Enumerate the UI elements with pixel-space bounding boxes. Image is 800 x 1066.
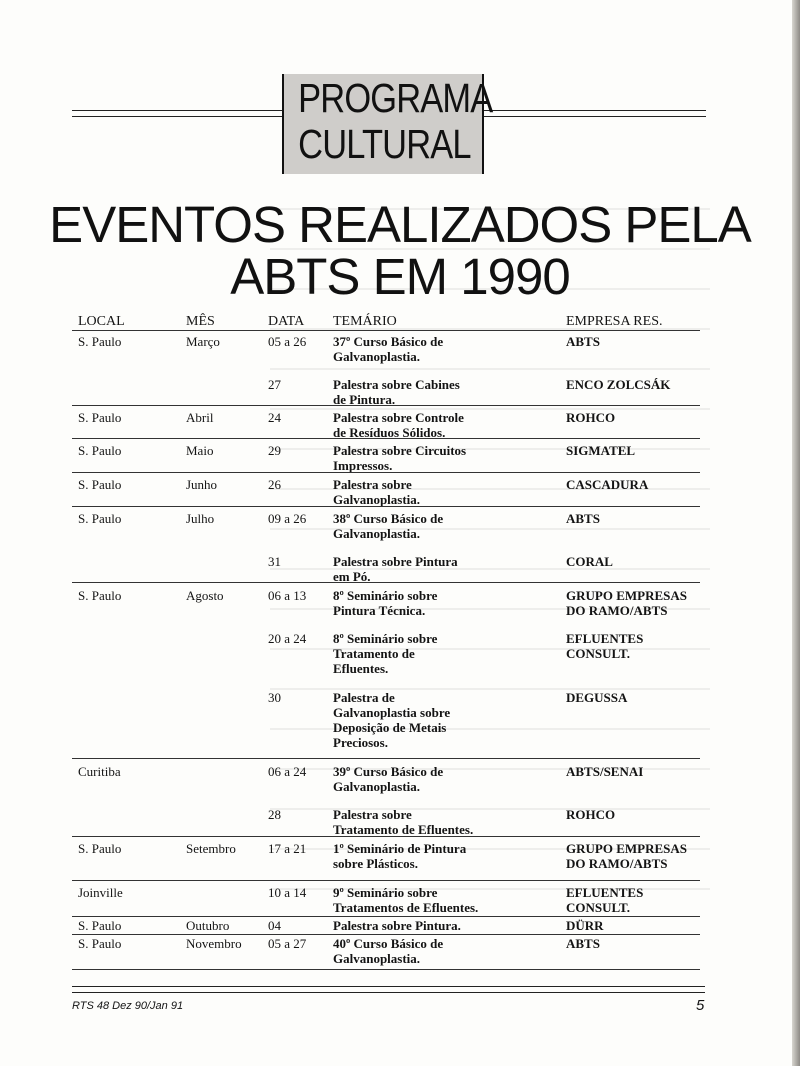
cell-empresa: ABTS <box>566 334 600 349</box>
cell-data: 31 <box>268 554 281 569</box>
cell-data: 26 <box>268 477 281 492</box>
cell-empresa: CONSULT. <box>566 900 630 915</box>
cell-temario: 40º Curso Básico de <box>333 936 444 951</box>
cell-local: S. Paulo <box>78 588 122 603</box>
row-divider <box>72 758 700 759</box>
cell-mes: Maio <box>186 443 214 458</box>
cell-temario: 9º Seminário sobre <box>333 885 438 900</box>
cell-data: 05 a 27 <box>268 936 307 951</box>
cell-temario: de Pintura. <box>333 392 396 407</box>
cell-temario: Tratamento de Efluentes. <box>333 822 474 837</box>
cell-empresa: GRUPO EMPRESAS <box>566 841 687 856</box>
cell-temario: Palestra sobre <box>333 807 412 822</box>
cell-temario: Palestra sobre Cabines <box>333 377 460 392</box>
cell-empresa: CORAL <box>566 554 613 569</box>
cell-temario: 39º Curso Básico de <box>333 764 444 779</box>
cell-temario: Galvanoplastia. <box>333 779 421 794</box>
cell-empresa: ENCO ZOLCSÁK <box>566 377 671 392</box>
cell-temario: 8º Seminário sobre <box>333 588 438 603</box>
section-header-line2: CULTURAL <box>298 121 471 167</box>
cell-local: S. Paulo <box>78 334 122 349</box>
cell-temario: Palestra sobre Pintura <box>333 554 458 569</box>
cell-data: 17 a 21 <box>268 841 307 856</box>
cell-data: 05 a 26 <box>268 334 307 349</box>
cell-data: 09 a 26 <box>268 511 307 526</box>
cell-temario: Impressos. <box>333 458 393 473</box>
cell-empresa: ABTS/SENAI <box>566 764 644 779</box>
cell-mes: Abril <box>186 410 214 425</box>
row-divider <box>72 880 700 881</box>
cell-data: 27 <box>268 377 281 392</box>
cell-mes: Julho <box>186 511 215 526</box>
cell-temario: Tratamentos de Efluentes. <box>333 900 479 915</box>
cell-mes: Setembro <box>186 841 236 856</box>
column-header-mes: MÊS <box>186 314 215 329</box>
cell-temario: Palestra de <box>333 690 395 705</box>
cell-empresa: DEGUSSA <box>566 690 628 705</box>
cell-data: 30 <box>268 690 281 705</box>
column-header-data: DATA <box>268 314 305 329</box>
cell-temario: Palestra sobre Controle <box>333 410 464 425</box>
page-number: 5 <box>696 997 705 1014</box>
row-divider <box>72 916 700 917</box>
row-divider <box>72 405 700 406</box>
cell-empresa: CASCADURA <box>566 477 649 492</box>
row-divider <box>72 836 700 837</box>
cell-empresa: DO RAMO/ABTS <box>566 603 668 618</box>
header-underline <box>72 330 700 331</box>
cell-local: S. Paulo <box>78 477 122 492</box>
cell-temario: 37º Curso Básico de <box>333 334 444 349</box>
cell-temario: 1º Seminário de Pintura <box>333 841 467 856</box>
cell-temario: Galvanoplastia. <box>333 526 421 541</box>
footer-rule-bottom <box>72 992 705 993</box>
header-rule-left <box>72 110 284 117</box>
cell-empresa: ROHCO <box>566 410 616 425</box>
cell-empresa: EFLUENTES <box>566 885 644 900</box>
row-divider <box>72 472 700 473</box>
cell-local: S. Paulo <box>78 918 122 933</box>
cell-temario: em Pó. <box>333 569 371 584</box>
cell-temario: Galvanoplastia sobre <box>333 705 451 720</box>
cell-data: 29 <box>268 443 281 458</box>
column-header-temario: TEMÁRIO <box>333 314 397 329</box>
row-divider <box>72 582 700 583</box>
column-header-local: LOCAL <box>78 314 125 329</box>
cell-temario: Palestra sobre Circuitos <box>333 443 467 458</box>
section-header-line1: PROGRAMA <box>298 75 493 121</box>
cell-empresa: ROHCO <box>566 807 616 822</box>
column-header-empresa: EMPRESA RES. <box>566 314 663 329</box>
page-edge-shadow <box>792 0 800 1066</box>
cell-local: S. Paulo <box>78 841 122 856</box>
cell-mes: Outubro <box>186 918 230 933</box>
cell-local: S. Paulo <box>78 410 122 425</box>
cell-empresa: ABTS <box>566 936 600 951</box>
cell-empresa: EFLUENTES <box>566 631 644 646</box>
row-divider <box>72 506 700 507</box>
row-divider <box>72 438 700 439</box>
page-title-line1: EVENTOS REALIZADOS PELA <box>49 196 751 253</box>
cell-empresa: GRUPO EMPRESAS <box>566 588 687 603</box>
cell-data: 28 <box>268 807 281 822</box>
footer-source: RTS 48 Dez 90/Jan 91 <box>72 1000 184 1012</box>
cell-temario: Galvanoplastia. <box>333 492 421 507</box>
cell-empresa: CONSULT. <box>566 646 630 661</box>
cell-temario: Palestra sobre <box>333 477 412 492</box>
cell-empresa: DÜRR <box>566 918 604 933</box>
cell-temario: Pintura Técnica. <box>333 603 426 618</box>
cell-data: 04 <box>268 918 281 933</box>
row-divider <box>72 969 700 970</box>
cell-data: 24 <box>268 410 281 425</box>
cell-data: 06 a 13 <box>268 588 307 603</box>
cell-local: S. Paulo <box>78 443 122 458</box>
footer-rule-top <box>72 986 705 987</box>
cell-temario: sobre Plásticos. <box>333 856 418 871</box>
cell-temario: Preciosos. <box>333 735 388 750</box>
cell-data: 06 a 24 <box>268 764 307 779</box>
cell-mes: Março <box>186 334 220 349</box>
cell-mes: Agosto <box>186 588 224 603</box>
page-title-line2: ABTS EM 1990 <box>230 248 570 305</box>
cell-temario: Galvanoplastia. <box>333 349 421 364</box>
cell-temario: Deposição de Metais <box>333 720 447 735</box>
cell-data: 10 a 14 <box>268 885 307 900</box>
cell-temario: de Resíduos Sólidos. <box>333 425 446 440</box>
cell-local: S. Paulo <box>78 511 122 526</box>
cell-temario: Palestra sobre Pintura. <box>333 918 461 933</box>
cell-data: 20 a 24 <box>268 631 307 646</box>
cell-empresa: ABTS <box>566 511 600 526</box>
cell-temario: Galvanoplastia. <box>333 951 421 966</box>
header-rule-right <box>482 110 706 117</box>
cell-empresa: DO RAMO/ABTS <box>566 856 668 871</box>
cell-temario: 38º Curso Básico de <box>333 511 444 526</box>
cell-temario: Tratamento de <box>333 646 415 661</box>
cell-mes: Novembro <box>186 936 242 951</box>
cell-empresa: SIGMATEL <box>566 443 636 458</box>
cell-mes: Junho <box>186 477 218 492</box>
cell-local: S. Paulo <box>78 936 122 951</box>
cell-local: Curitiba <box>78 764 121 779</box>
cell-temario: 8º Seminário sobre <box>333 631 438 646</box>
cell-temario: Efluentes. <box>333 661 389 676</box>
row-divider <box>72 934 700 935</box>
cell-local: Joinville <box>78 885 123 900</box>
